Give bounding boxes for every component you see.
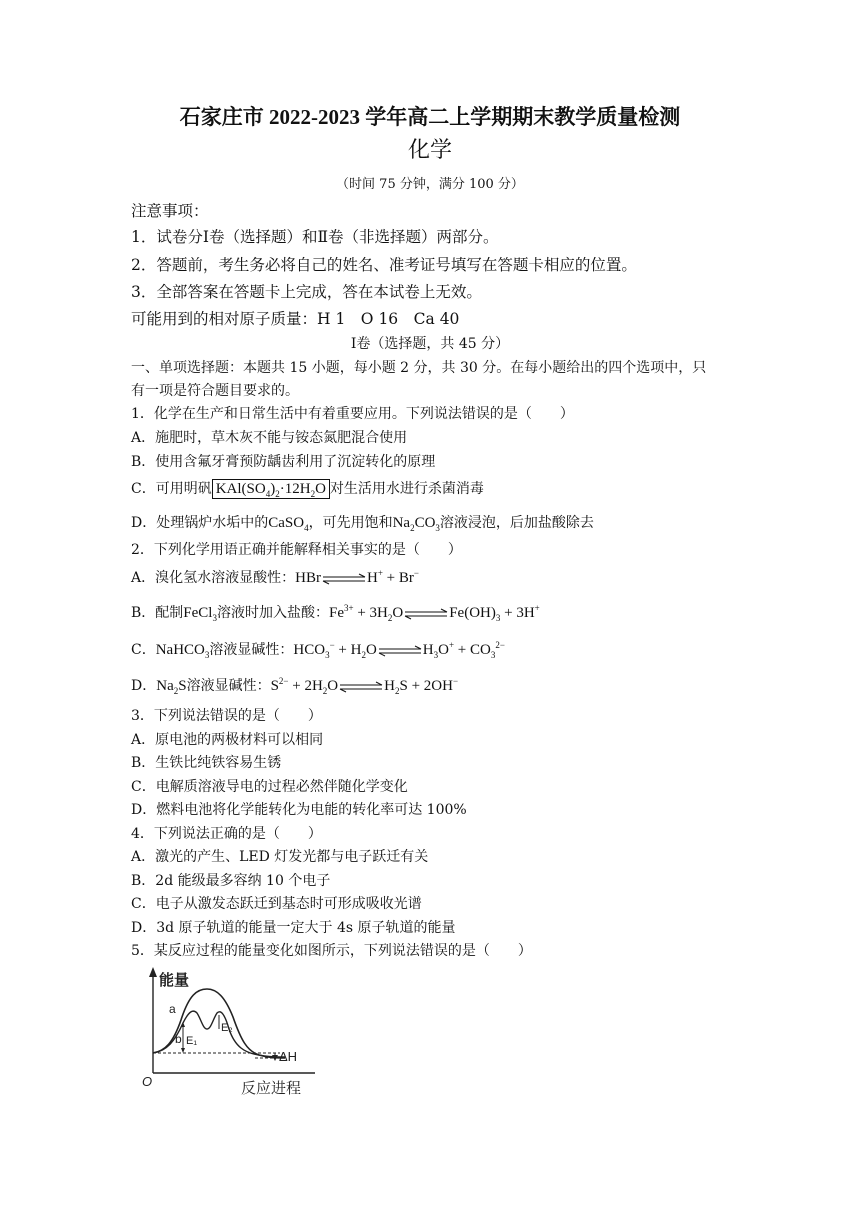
atomic-mass-line: 可能用到的相对原子质量：H 1 O 16 Ca 40 (131, 310, 460, 328)
q1-option-d-suffix: 溶液浸泡，后加盐酸除去 (439, 515, 594, 531)
section-title: Ⅰ卷（选择题，共 45 分） (350, 336, 510, 352)
section-intro-2: 有一项是符合题目要求的。 (131, 383, 299, 399)
curve-b-label: b (175, 1032, 182, 1046)
equilibrium-arrow-icon (338, 681, 384, 693)
energy-diagram (135, 965, 325, 1100)
subject-title: 化学 (407, 138, 452, 163)
time-note: （时间 75 分钟，满分 100 分） (336, 177, 524, 192)
q1-option-c-suffix: 对生活用水进行杀菌消毒 (329, 481, 484, 497)
note-item-3: 3．全部答案在答题卡上完成，答在本试卷上无效。 (131, 283, 482, 301)
q1-option-d-mid: ，可先用饱和 (308, 515, 393, 531)
q4-option-c: C．电子从激发态跃迁到基态时可形成吸收光谱 (131, 896, 422, 912)
e1-label: E₁ (186, 1035, 198, 1047)
fecl3-formula: FeCl$_3$ (183, 605, 217, 623)
notes-heading: 注意事项： (131, 202, 209, 220)
q4-option-d: D．3d 原子轨道的能量一定大于 4s 原子轨道的能量 (131, 920, 456, 936)
q4-option-b: B．2d 能级最多容纳 10 个电子 (131, 873, 331, 889)
note-item-1: 1．试卷分Ⅰ卷（选择题）和Ⅱ卷（非选择题）两部分。 (131, 228, 499, 246)
q2-option-c-mid: 溶液显碱性： (209, 642, 294, 658)
q4-stem: 4．下列说法正确的是（ ） (131, 826, 322, 842)
q1-option-c-prefix: C．可用明矾 (131, 481, 212, 497)
e2-label: E₂ (221, 1022, 233, 1034)
caso4-formula: CaSO$_4$ (268, 515, 309, 533)
nahco3-formula: NaHCO$_3$ (155, 642, 210, 660)
q2-equation-a: HBr H+ + Br− (295, 568, 419, 586)
q2-option-c (131, 641, 505, 659)
q1-option-d (131, 514, 594, 532)
q2-option-b-mid: 溶液时加入盐酸： (216, 605, 329, 621)
q2-equation-d: $S^{2-} + 2H_2O$ $H_2S + 2OH^-$ (270, 676, 459, 696)
q3-option-d: D．燃料电池将化学能转化为电能的转化率可达 100% (131, 802, 467, 818)
q2-stem: 2．下列化学用语正确并能解释相关事实的是（ ） (131, 542, 462, 558)
y-axis-arrow-icon (149, 967, 157, 977)
q2-equation-b: $Fe^{3+} + 3H_2O$ $Fe(OH)_3 + 3H^+$ (328, 603, 540, 623)
curve-a-label: a (169, 1002, 176, 1016)
q2-option-d (131, 677, 458, 695)
q2-option-d-mid: 溶液显碱性： (186, 678, 271, 694)
q3-option-b: B．生铁比纯铁容易生锈 (131, 755, 282, 771)
equilibrium-arrow-icon (403, 608, 449, 620)
section-intro-1: 一、单项选择题：本题共 15 小题，每小题 2 分，共 30 分。在每小题给出的四个选项中，只 (131, 360, 707, 376)
q4-option-a: A．激光的产生、LED 灯发光都与电子跃迁有关 (131, 849, 429, 865)
q2-equation-c: $HCO_3^- + H_2O$ $H_3O^+ + CO_3^{2-}$ (293, 640, 505, 660)
q2-option-b-prefix: B．配制 (131, 605, 184, 621)
note-item-2: 2．答题前，考生务必将自己的姓名、准考证号填写在答题卡相应的位置。 (131, 256, 637, 274)
q3-option-c: C．电解质溶液导电的过程必然伴随化学变化 (131, 779, 408, 795)
q2-option-b (131, 604, 540, 622)
x-axis-label: 反应进程 (241, 1080, 302, 1097)
origin-label: O (142, 1074, 153, 1089)
y-axis-label: 能量 (159, 972, 190, 989)
q3-option-a: A．原电池的两极材料可以相同 (131, 732, 324, 748)
q3-stem: 3．下列说法错误的是（ ） (131, 708, 322, 724)
q2-option-c-prefix: C． (131, 642, 156, 658)
na2s-formula: $Na_2S$ (156, 678, 187, 696)
e1-arrow-down-icon (181, 1048, 185, 1053)
q5-stem: 5．某反应过程的能量变化如图所示，下列说法错误的是（ ） (131, 943, 532, 959)
equilibrium-arrow-icon (377, 645, 423, 657)
equilibrium-arrow-icon (321, 573, 367, 585)
q2-option-a-prefix: A．溴化氢水溶液显酸性： (131, 570, 296, 586)
alum-formula: $KAl(SO_4)_2\cdot 12H_2O$ (212, 479, 330, 499)
q1-option-d-prefix: D．处理锅炉水垢中的 (131, 515, 269, 531)
q1-option-a: A．施肥时，草木灰不能与铵态氮肥混合使用 (131, 430, 408, 446)
q1-option-b: B．使用含氟牙膏预防龋齿利用了沉淀转化的原理 (131, 454, 436, 470)
q2-option-a (131, 569, 419, 587)
exam-title: 石家庄市 2022-2023 学年高二上学期期末教学质量检测 (179, 105, 681, 129)
q1-stem: 1．化学在生产和日常生活中有着重要应用。下列说法错误的是（ ） (131, 406, 574, 422)
q2-option-d-prefix: D． (131, 678, 157, 694)
delta-h-label: ΔH (279, 1049, 298, 1064)
na2co3-formula: $Na_2CO_3$ (392, 515, 440, 533)
q1-option-c (131, 479, 484, 499)
